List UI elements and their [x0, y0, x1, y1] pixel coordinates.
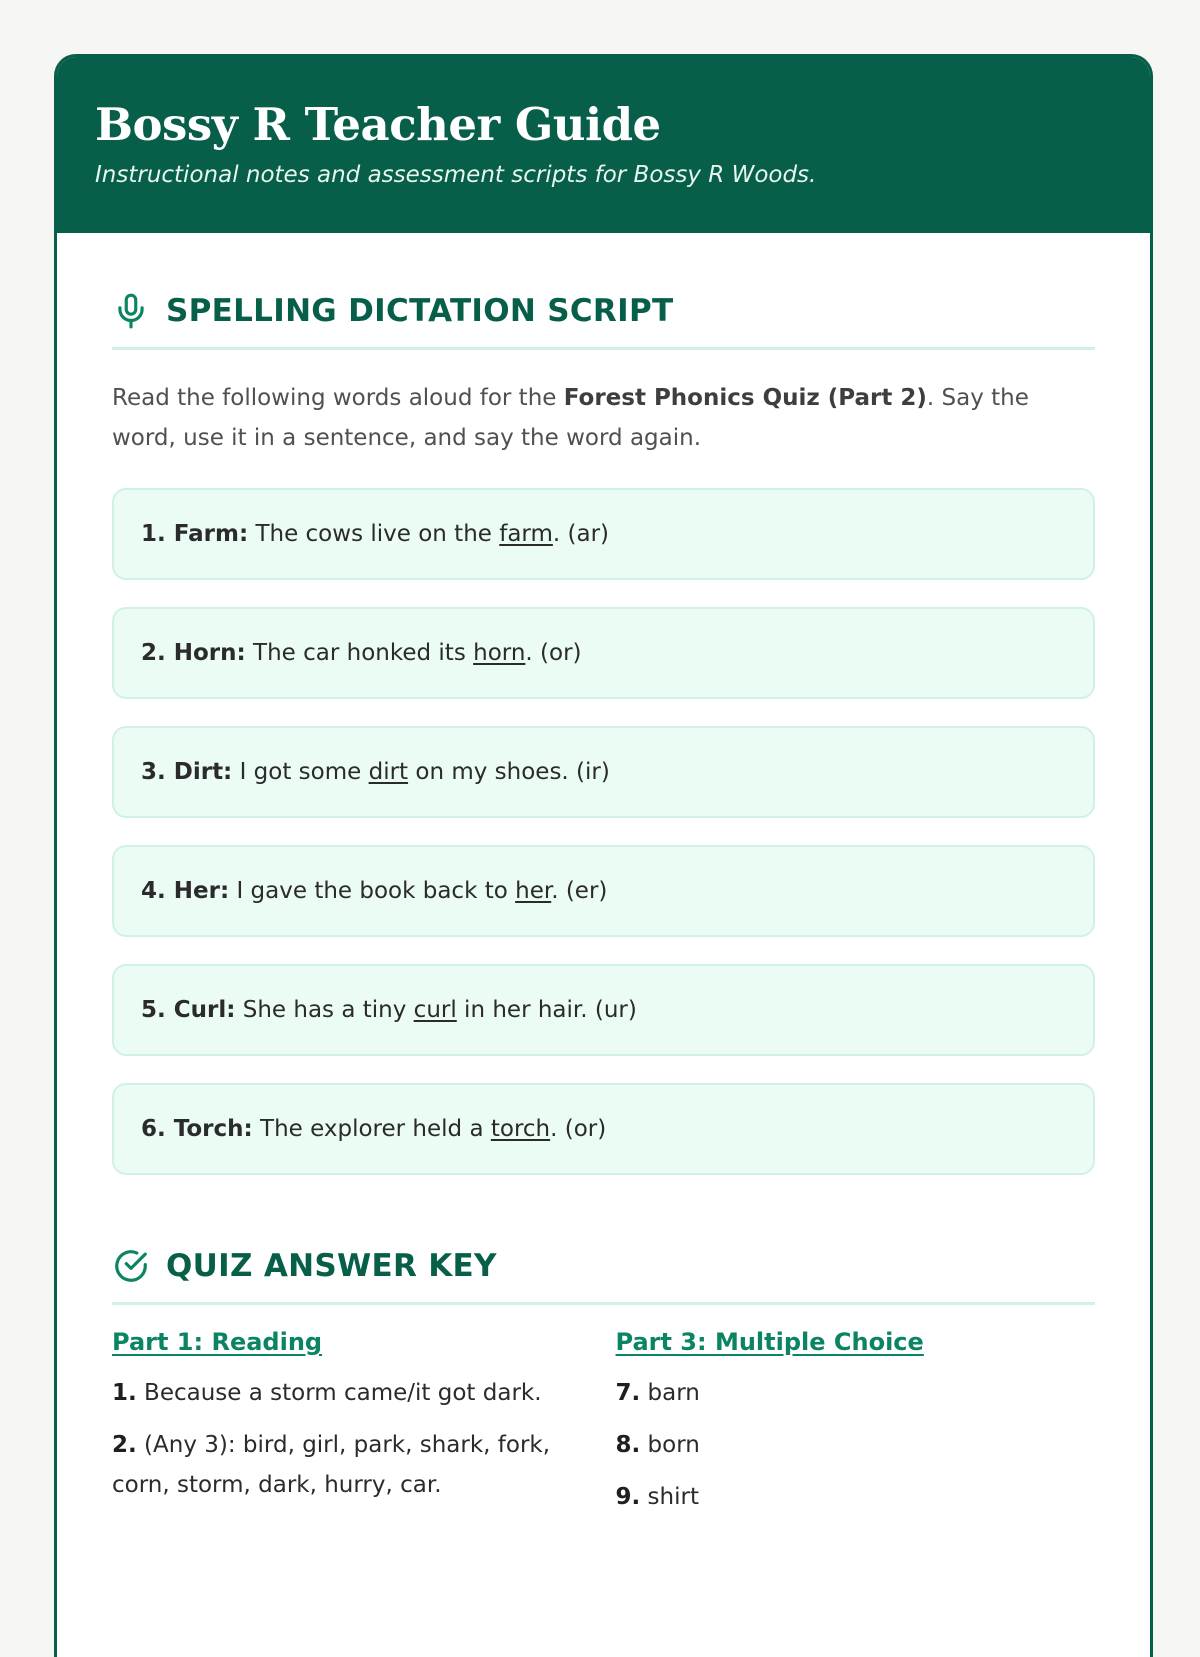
- dictation-word-label: 3. Dirt:: [141, 759, 233, 785]
- answer-key-section-header: [112, 1246, 1095, 1305]
- microphone-icon: [112, 292, 150, 330]
- part3-title: Part 3: Multiple Choice: [615, 1328, 924, 1356]
- dictation-heading: SPELLING DICTATION SCRIPT: [166, 293, 674, 329]
- answer-item: 8. born: [615, 1432, 700, 1458]
- answer-key-heading: QUIZ ANSWER KEY: [166, 1248, 497, 1284]
- target-word: torch: [490, 1116, 551, 1142]
- answer-item: 2. (Any 3): bird, girl, park, shark, fork, corn, storm, dark, hurry, car.: [112, 1432, 551, 1498]
- dictation-word-label: 4. Her:: [141, 878, 230, 904]
- part1-column: [112, 1325, 592, 1529]
- target-word: curl: [413, 997, 457, 1023]
- dictation-list: [112, 488, 1095, 1175]
- part3-column: [616, 1325, 1096, 1529]
- answer-item: 1. Because a storm came/it got dark.: [112, 1380, 542, 1406]
- guide-content: [57, 233, 1150, 1529]
- guide-header: [57, 57, 1150, 233]
- dictation-item: 1. Farm: The cows live on the farm. (ar): [112, 488, 1095, 580]
- teacher-guide-card: [54, 54, 1153, 1657]
- dictation-intro: Read the following words aloud for the Forest Phonics Quiz (Part 2). Say the word, use it in a sentence, and say the word again.: [112, 385, 1029, 451]
- check-circle-icon: [112, 1247, 150, 1285]
- page-subtitle: Instructional notes and assessment scripts for Bossy R Woods.: [95, 162, 817, 188]
- part1-title: Part 1: Reading: [112, 1328, 323, 1356]
- dictation-item: 5. Curl: She has a tiny curl in her hair. (ur): [112, 964, 1095, 1056]
- dictation-item: 2. Horn: The car honked its horn. (or): [112, 607, 1095, 699]
- answer-key-columns: [112, 1325, 1095, 1529]
- target-word: her: [515, 878, 552, 904]
- dictation-item: 3. Dirt: I got some dirt on my shoes. (ir): [112, 726, 1095, 818]
- target-word: farm: [499, 521, 553, 547]
- answer-item: 7. barn: [615, 1380, 700, 1406]
- dictation-word-label: 5. Curl:: [141, 997, 236, 1023]
- dictation-word-label: 1. Farm:: [141, 521, 249, 547]
- dictation-word-label: 2. Horn:: [141, 640, 246, 666]
- quiz-name: Forest Phonics Quiz (Part 2): [563, 385, 927, 411]
- dictation-item: 4. Her: I gave the book back to her. (er): [112, 845, 1095, 937]
- target-word: dirt: [368, 759, 409, 785]
- dictation-item: 6. Torch: The explorer held a torch. (or): [112, 1083, 1095, 1175]
- dictation-section-header: [112, 291, 1095, 350]
- page-title: Bossy R Teacher Guide: [95, 98, 661, 151]
- target-word: horn: [473, 640, 526, 666]
- answer-item: 9. shirt: [615, 1484, 699, 1510]
- dictation-word-label: 6. Torch:: [141, 1116, 253, 1142]
